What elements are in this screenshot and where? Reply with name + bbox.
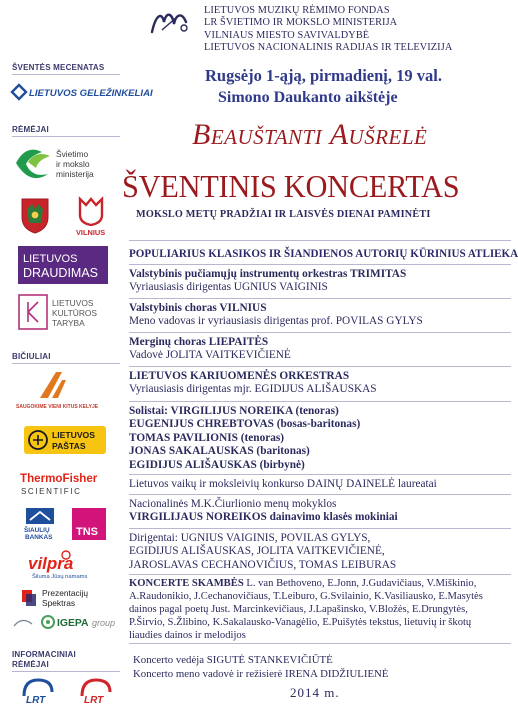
- tns-logo: [72, 508, 106, 540]
- divider: [129, 528, 511, 529]
- vilnius-logo-text: VILNIUS: [76, 228, 106, 237]
- kulturos-text-line: LIETUVOS: [52, 298, 94, 308]
- year-label: 2014 m.: [290, 685, 340, 700]
- soloist-line: JONAS SAKALAUSKAS (baritonas): [129, 445, 310, 458]
- concert-director: Koncerto meno vadovė ir režisierė IRENA DIDŽIULIENĖ: [133, 668, 389, 680]
- prezentaciju-spektras-logo: [14, 584, 108, 610]
- lrt-television-logo: [20, 676, 56, 706]
- organizer-line: VILNIAUS MIESTO SAVIVALDYBĖ: [204, 29, 370, 41]
- ciurlionis-line: VIRGILIJAUS NOREIKOS dainavimo klasės mokiniai: [129, 511, 398, 524]
- program-line: L. van Bethoveno, E.Jonn, J.Gudavičiaus, V.Miškinio,: [243, 578, 477, 589]
- kulturos-taryba-logo: [18, 294, 118, 330]
- performers-intro: POPULIARIUS KLASIKOS IR ŠIANDIENOS AUTORIŲ KŪRINIUS ATLIEKA: [129, 248, 518, 260]
- soloist-line: EUGENIJUS CHREBTOVAS (bosas-baritonas): [129, 418, 361, 431]
- vilnius-logo: [74, 195, 108, 237]
- performer-block: [129, 302, 423, 329]
- pastas-text-line: PAŠTAS: [52, 441, 86, 451]
- laureates-block: [129, 478, 437, 491]
- pastas-text-line: LIETUVOS: [52, 430, 95, 440]
- program-credits: [129, 577, 511, 642]
- performer-lead: Vadovė JOLITA VAITKEVIČIENĖ: [129, 349, 291, 362]
- organizer-line: LR ŠVIETIMO IR MOKSLO MINISTERIJA: [204, 17, 398, 29]
- media-heading: RĖMĖJAI: [12, 660, 49, 669]
- ministry-text-line: Švietimo: [56, 149, 89, 159]
- soloist-line: Solistai: VIRGILIJUS NOREIKA (tenoras): [129, 405, 339, 417]
- media-heading: INFORMACINIAI: [12, 650, 76, 659]
- divider: [129, 332, 511, 333]
- conductors-block: [129, 532, 396, 572]
- performer-lead: Vyriausiasis dirigentas UGNIUS VAIGINIS: [129, 281, 328, 294]
- ministry-text-line: ministerija: [56, 169, 94, 179]
- soloist-line: TOMAS PAVILIONIS (tenoras): [129, 431, 285, 444]
- thermofisher-text: ThermoFisher: [20, 472, 98, 485]
- divider: [129, 574, 511, 575]
- pastas-logo: [24, 425, 106, 455]
- program-line: liaudies dainos ir melodijos: [129, 630, 246, 642]
- divider: [129, 264, 511, 265]
- sponsors-sidebar: [0, 0, 153, 709]
- tns-logo-text: TNS: [76, 526, 98, 538]
- railways-logo: [10, 82, 153, 102]
- divider: [12, 363, 120, 364]
- lrt-radio-logo: [78, 676, 114, 706]
- igepa-text: IGEPA: [57, 618, 89, 629]
- igepa-logo: [12, 612, 122, 632]
- siauliu-text-line: ŠIAULIŲ: [24, 527, 50, 534]
- vilpra-text: vilpra: [28, 554, 74, 573]
- program-lead: KONCERTE SKAMBĖS: [129, 578, 244, 589]
- performer-block: [129, 336, 291, 363]
- concert-subtitle-script: Beauštanti Aušrelė: [192, 118, 428, 151]
- event-date: Rugsėjo 1-ąją, pirmadienį, 19 val.: [205, 66, 442, 85]
- performer-name: Merginų choras LIEPAITĖS: [129, 336, 269, 348]
- spektras-text-line: Prezentacijų: [42, 588, 89, 598]
- divider: [129, 474, 511, 475]
- kulturos-text-line: TARYBA: [52, 318, 85, 328]
- road-directorate-text: SAUGOKIME VIENI KITUS KELYJE: [16, 404, 99, 410]
- siauliu-bankas-logo: [22, 508, 60, 540]
- ciurlionis-block: [129, 498, 398, 525]
- ciurlionis-line: Nacionalinės M.K.Čiurlionio menų mokyklos: [129, 498, 337, 510]
- divider: [129, 401, 511, 402]
- soloist-line: EGIDIJUS ALIŠAUSKAS (birbynė): [129, 458, 305, 471]
- sponsors-heading: RĖMĖJAI: [12, 125, 49, 134]
- ministry-logo: [12, 142, 124, 184]
- divider: [129, 240, 511, 241]
- road-directorate-icon: [36, 370, 70, 400]
- organizer-line: LIETUVOS NACIONALINIS RADIJAS IR TELEVIZIJA: [204, 42, 453, 54]
- siauliu-text-line: BANKAS: [25, 534, 53, 541]
- divider: [129, 366, 511, 367]
- vilpra-tagline: Šiluma Jūsų namams: [32, 574, 88, 580]
- performer-block: [129, 268, 406, 295]
- thermofisher-sub-text: SCIENTIFIC: [21, 487, 82, 496]
- lmrf-emblem-icon: [148, 8, 192, 36]
- draudimas-text-line: DRAUDIMAS: [23, 266, 99, 280]
- performer-block: [129, 370, 377, 397]
- organizers-list: [204, 5, 504, 55]
- event-place: Simono Daukanto aikštėje: [218, 89, 398, 106]
- concert-host: Koncerto vedėja SIGUTĖ STANKEVIČIŪTĖ: [133, 654, 333, 666]
- concert-title: ŠVENTINIS KONCERTAS: [122, 168, 460, 204]
- conductors-line: EGIDIJUS ALIŠAUSKAS, JOLITA VAITKEVIČIENĖ,: [129, 545, 385, 558]
- performer-name: Valstybinis choras VILNIUS: [129, 302, 267, 314]
- draudimas-logo: [18, 246, 108, 284]
- kulturos-text-line: KULTŪROS: [52, 308, 97, 318]
- igepa-group-text: group: [92, 618, 116, 628]
- divider: [12, 671, 120, 672]
- lrt-text: LRT: [26, 695, 46, 706]
- lrt-text: LRT: [84, 695, 104, 706]
- vilpra-logo: [26, 549, 110, 579]
- divider: [129, 494, 511, 495]
- performer-name: Valstybinis pučiamųjų instrumentų orkestras TRIMITAS: [129, 268, 407, 280]
- organizer-line: LIETUVOS MUZIKŲ RĖMIMO FONDAS: [204, 5, 390, 16]
- divider: [12, 74, 120, 75]
- vilnius-crest-icon: [16, 195, 54, 235]
- draudimas-text-line: LIETUVOS: [23, 253, 78, 265]
- thermofisher-logo: [20, 470, 122, 498]
- conductors-line: Dirigentai: UGNIUS VAIGINIS, POVILAS GYLYS,: [129, 532, 371, 544]
- conductors-line: JAROSLAVAS CECHANOVIČIUS, TOMAS LEIBURAS: [129, 558, 397, 571]
- spektras-text-line: Spektras: [42, 598, 76, 608]
- divider: [129, 298, 511, 299]
- ministry-text-line: ir mokslo: [56, 159, 90, 169]
- railways-logo-text: LIETUVOS GELEŽINKELIAI: [29, 88, 153, 99]
- performer-lead: Vyriausiasis dirigentas mjr. EGIDIJUS ALIŠAUSKAS: [129, 383, 377, 396]
- program-line: P.Širvio, S.Žlibino, K.Sakalausko-Vanagėlio, E.Puišytės tekstus, lietuvių ir škotų: [129, 617, 472, 629]
- friends-heading: BIČIULIAI: [12, 352, 51, 361]
- road-directorate-logo: [14, 400, 124, 410]
- divider: [129, 643, 511, 644]
- performer-lead: Meno vadovas ir vyriausiasis dirigentas prof. POVILAS GYLYS: [129, 315, 423, 328]
- soloists-block: [129, 405, 360, 472]
- program-line: A.Raudonikio, J.Cechanovičiaus, T.Leiburo, G.Svilainio, K.Vasiliausko, E.Masytės: [129, 591, 483, 603]
- concert-occasion: MOKSLO METŲ PRADŽIAI IR LAISVĖS DIENAI PAMINĖTI: [136, 209, 431, 220]
- program-line: dainos pagal poetų Just. Marcinkevičiaus, J.Lapašinsko, V.Bložės, E.Drungytės,: [129, 604, 468, 616]
- divider: [12, 136, 120, 137]
- patrons-heading: ŠVENTĖS MECENATAS: [12, 63, 105, 72]
- laureates-line: Lietuvos vaikų ir moksleivių konkurso DAINŲ DAINELĖ laureatai: [129, 478, 437, 490]
- performer-name: LIETUVOS KARIUOMENĖS ORKESTRAS: [129, 370, 350, 382]
